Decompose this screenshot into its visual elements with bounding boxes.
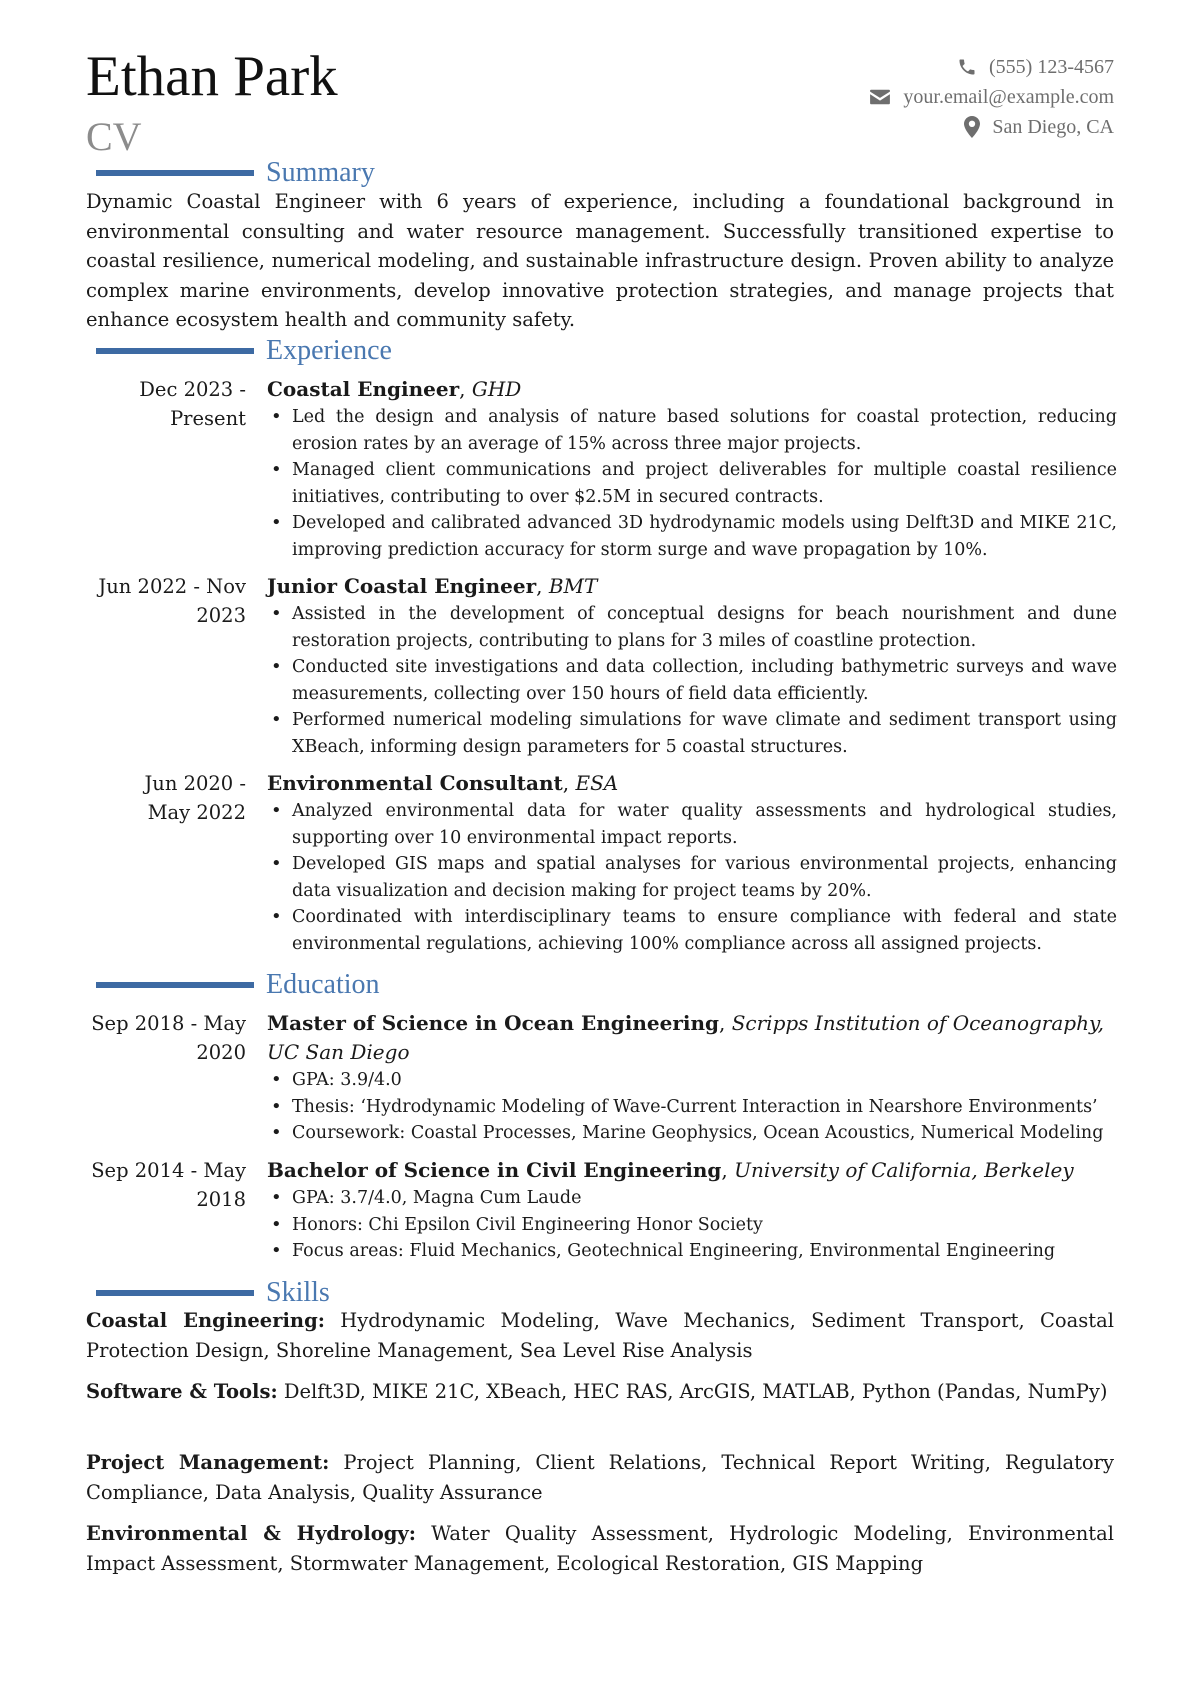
section-title: Experience (266, 335, 392, 366)
section-title: Skills (266, 1277, 330, 1308)
school: University of California, Berkeley (734, 1158, 1074, 1182)
entry-dates (86, 1156, 246, 1214)
section-bar (96, 348, 254, 354)
skill-group (86, 1377, 1114, 1407)
bullet-list (267, 798, 1117, 957)
entry-dates (86, 375, 246, 433)
list-item: • Focus areas: Fluid Mechanics, Geotechnical Engineering, Environmental Engineering (267, 1238, 1117, 1265)
phone-icon (957, 57, 977, 77)
entry-body (267, 1156, 1117, 1265)
list-item: • GPA: 3.9/4.0 (267, 1067, 1117, 1094)
job-title: Environmental Consultant (267, 771, 563, 795)
section-summary-heading (96, 156, 375, 190)
document-subtitle: CV (86, 114, 142, 159)
contact-email (869, 82, 1114, 112)
map-pin-icon (964, 116, 980, 138)
separator: , (721, 1158, 735, 1182)
employer: GHD (471, 377, 522, 401)
employer: BMT (548, 574, 598, 598)
skill-label: Project Management: (86, 1451, 330, 1474)
dates-line: 2023 (196, 604, 246, 627)
separator: , (536, 574, 549, 598)
section-title: Education (266, 969, 380, 1000)
entry-dates (86, 769, 246, 827)
entry-body (267, 1009, 1117, 1147)
entry-heading (267, 1009, 1117, 1067)
entry-dates (86, 1009, 246, 1067)
entry-heading (267, 375, 1117, 404)
entry-body (267, 769, 1117, 957)
bullet-list (267, 601, 1117, 760)
person-name: Ethan Park (86, 45, 338, 108)
header (86, 42, 1114, 159)
dates-line: Jun 2022 - Nov (98, 575, 246, 598)
section-bar (96, 982, 254, 988)
list-item: • Performed numerical modeling simulations for wave climate and sediment transport using XBeach, informing design parameters for 5 coastal structures. (267, 707, 1117, 760)
entry-dates (86, 572, 246, 630)
section-bar (96, 170, 254, 176)
bullet-list (267, 1067, 1117, 1147)
bullet-list (267, 404, 1117, 563)
envelope-icon (869, 88, 891, 106)
dates-line: Dec 2023 - (139, 378, 246, 401)
separator: , (718, 1011, 732, 1035)
phone-text: (555) 123-4567 (989, 55, 1114, 78)
dates-line: Jun 2020 - (144, 772, 246, 795)
section-education-heading (96, 968, 380, 1002)
entry-body (267, 375, 1117, 563)
entry-body (267, 572, 1117, 760)
section-title: Summary (266, 157, 375, 188)
contact-block (869, 52, 1114, 142)
degree: Bachelor of Science in Civil Engineering (267, 1158, 722, 1182)
separator: , (459, 377, 472, 401)
list-item: • Honors: Chi Epsilon Civil Engineering Honor Society (267, 1212, 1117, 1239)
contact-location (869, 112, 1114, 142)
entry-heading (267, 572, 1117, 601)
section-skills-heading (96, 1276, 330, 1310)
list-item: • Thesis: ‘Hydrodynamic Modeling of Wave-Current Interaction in Nearshore Environments’ (267, 1094, 1117, 1121)
entry-heading (267, 1156, 1117, 1185)
degree: Master of Science in Ocean Engineering (267, 1011, 719, 1035)
skill-group (86, 1306, 1114, 1365)
list-item: • Assisted in the development of conceptual designs for beach nourishment and dune restoration projects, contributing to plans for 3 miles of coastline protection. (267, 601, 1117, 654)
section-bar (96, 1290, 254, 1296)
skill-list: Hydrodynamic Modeling, Wave Mechanics, Sediment Transport, Coastal Protection Design, Shoreline Management, Sea Level Rise Analysis (86, 1309, 1114, 1362)
skill-group (86, 1448, 1114, 1507)
location-text: San Diego, CA (992, 115, 1114, 138)
list-item: • Developed and calibrated advanced 3D hydrodynamic models using Delft3D and MIKE 21C, improving prediction accuracy for storm surge and wave propagation by 10%. (267, 510, 1117, 563)
list-item: • Coordinated with interdisciplinary teams to ensure compliance with federal and state environmental regulations, achieving 100% compliance across all assigned projects. (267, 904, 1117, 957)
list-item: • Conducted site investigations and data collection, including bathymetric surveys and wave measurements, collecting over 150 hours of field data efficiently. (267, 654, 1117, 707)
skill-label: Coastal Engineering: (86, 1309, 325, 1332)
list-item: • GPA: 3.7/4.0, Magna Cum Laude (267, 1185, 1117, 1212)
list-item: • Developed GIS maps and spatial analyses for various environmental projects, enhancing data visualization and decision making for project teams by 20%. (267, 851, 1117, 904)
list-item: • Managed client communications and project deliverables for multiple coastal resilience initiatives, contributing to over $2.5M in secured contracts. (267, 457, 1117, 510)
employer: ESA (575, 771, 619, 795)
bullet-list (267, 1185, 1117, 1265)
skill-label: Software & Tools: (86, 1380, 278, 1403)
skill-list: Project Planning, Client Relations, Technical Report Writing, Regulatory Compliance, Data Analysis, Quality Assurance (86, 1451, 1115, 1504)
list-item: • Led the design and analysis of nature based solutions for coastal protection, reducing erosion rates by an average of 15% across three major projects. (267, 404, 1117, 457)
dates-line: May 2022 (147, 801, 246, 824)
job-title: Junior Coastal Engineer (267, 574, 537, 598)
email-text: your.email@example.com (903, 85, 1114, 108)
skill-label: Environmental & Hydrology: (86, 1522, 416, 1545)
contact-phone (869, 52, 1114, 82)
list-item: • Coursework: Coastal Processes, Marine Geophysics, Ocean Acoustics, Numerical Modeling (267, 1120, 1117, 1147)
job-title: Coastal Engineer (267, 377, 460, 401)
section-experience-heading (96, 334, 392, 368)
separator: , (562, 771, 576, 795)
skill-list: Water Quality Assessment, Hydrologic Modeling, Environmental Impact Assessment, Stormwater Management, Ecological Restoration, GIS Mapping (86, 1522, 1115, 1575)
entry-heading (267, 769, 1117, 798)
dates-line: Sep 2018 - May (91, 1012, 246, 1035)
list-item: • Analyzed environmental data for water quality assessments and hydrological studies, supporting over 10 environmental impact reports. (267, 798, 1117, 851)
skill-group (86, 1519, 1114, 1578)
dates-line: 2020 (196, 1041, 246, 1064)
dates-line: Sep 2014 - May (91, 1159, 246, 1182)
dates-line: 2018 (196, 1188, 246, 1211)
dates-line: Present (170, 407, 246, 430)
skill-list: Delft3D, MIKE 21C, XBeach, HEC RAS, ArcGIS, MATLAB, Python (Pandas, NumPy) (277, 1380, 1108, 1403)
school: Scripps Institution of Oceanography, UC San Diego (267, 1011, 1104, 1064)
summary-text: Dynamic Coastal Engineer with 6 years of experience, including a foundational background in environmental consulting and water resource management. Successfully transitioned expertise to coastal resilience, numerical modeling, and sustainable infrastructure design. Proven ability to analyze complex marine environments, develop innovative protection strategies, and manage projects that enhance ecosystem health and community safety. (86, 190, 1114, 331)
